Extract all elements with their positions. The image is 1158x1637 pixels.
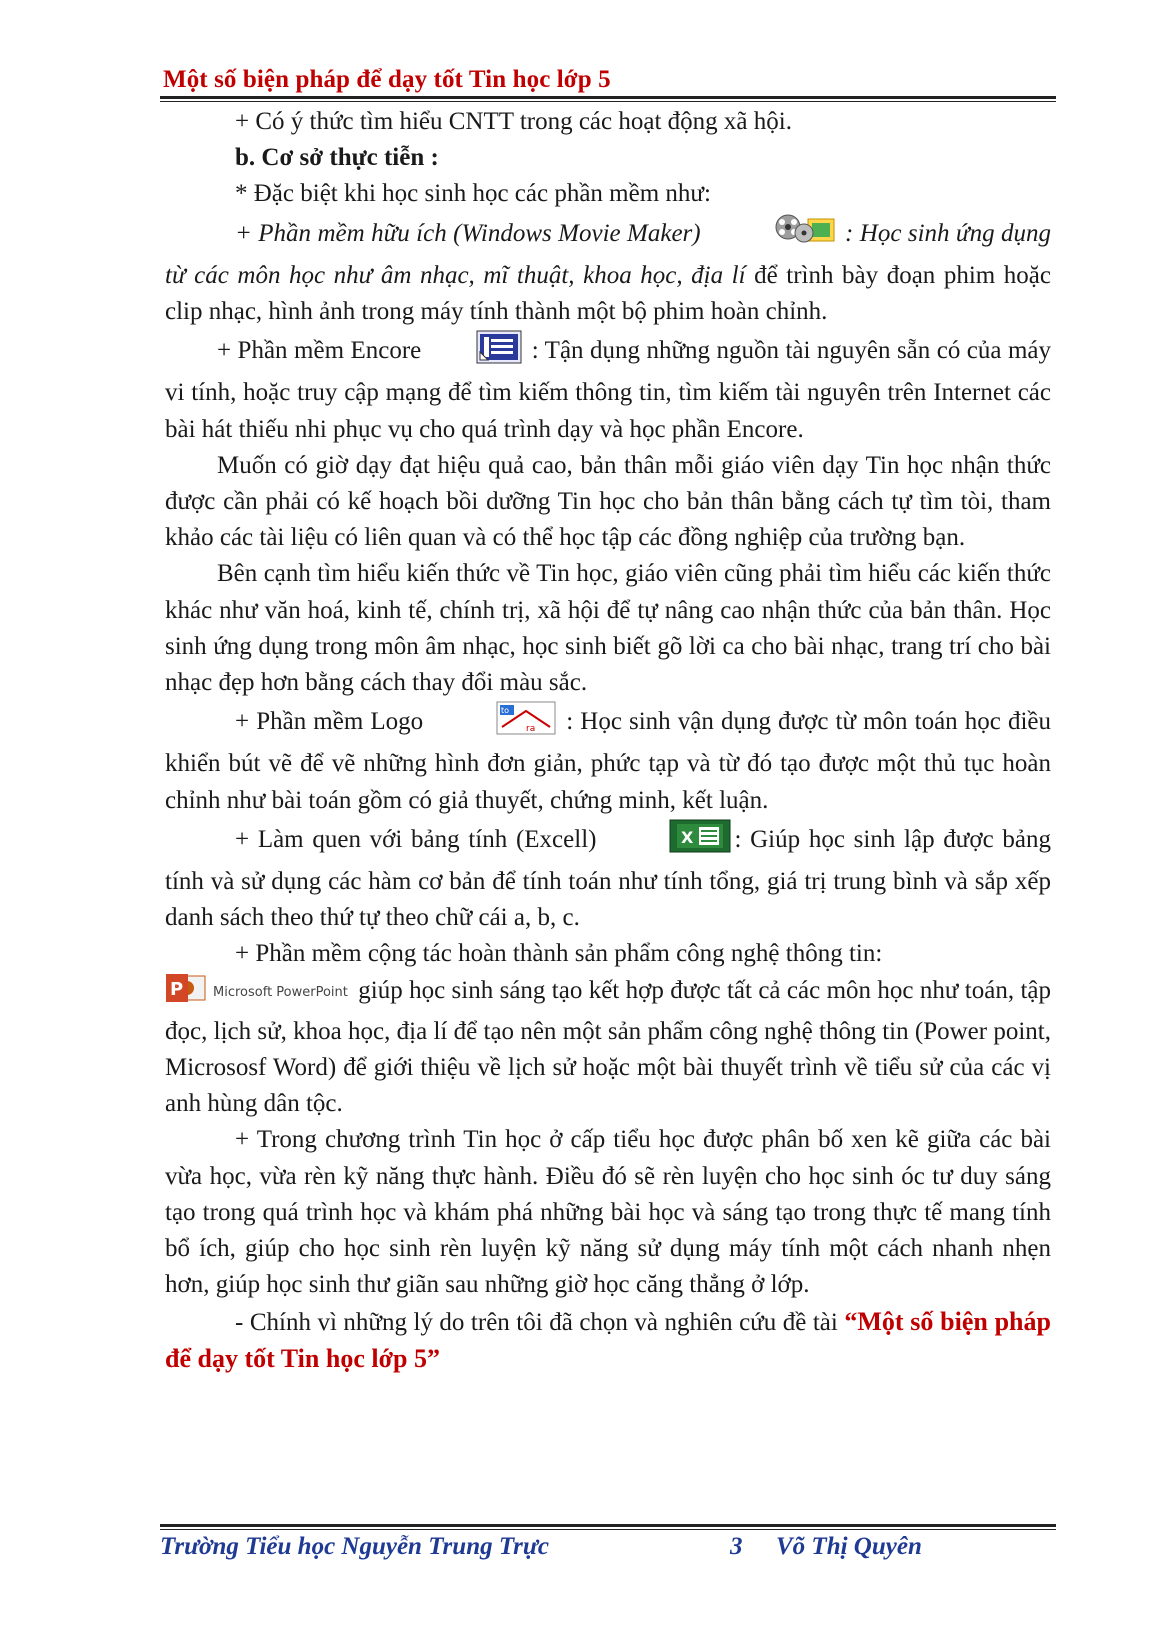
powerpoint-icon xyxy=(165,973,207,1014)
powerpoint-desc: giúp học sinh sáng tạo kết hợp được tất cả các môn học như toán, tập đọc, lịch sử, khoa học, địa lí để tạo nên một sản phẩm công nghệ thông tin (Power point, Micrososf Word) để giới thiệu về lịch sử hoặc một bài thuyết trình về tiểu sử của các vị anh hùng dân tộc. xyxy=(165,976,1051,1118)
paragraph-text: * Đặc biệt khi học sinh học các phần mềm như: xyxy=(235,180,711,208)
svg-text:ra: ra xyxy=(526,724,536,735)
encore-label: + Phần mềm Encore xyxy=(217,337,422,365)
section-heading: b. Cơ sở thực tiễn : xyxy=(235,144,439,172)
paragraph: + Phần mềm cộng tác hoàn thành sản phẩm công nghệ thông tin: xyxy=(235,940,883,968)
svg-text:X: X xyxy=(681,827,694,847)
excel-label: + Làm quen với bảng tính (Excell) xyxy=(235,825,597,853)
powerpoint-badge xyxy=(165,973,348,1014)
footer-author: Võ Thị Quyên xyxy=(776,1533,922,1560)
encore-desc: : Tận dụng những nguồn tài nguyên sẵn có của máy vi tính, hoặc truy cập mạng để tìm kiếm thông tin, tìm kiếm tài nguyên trên Internet các bài hát thiếu nhi phục vụ cho quá trình dạy và học phần Encore. xyxy=(165,337,1051,443)
paragraph: + Có ý thức tìm hiểu CNTT trong các hoạt động xã hội. xyxy=(235,108,792,135)
svg-text:to: to xyxy=(501,706,510,716)
page-header-title: Một số biện pháp để dạy tốt Tin học lớp 5 xyxy=(163,66,611,93)
movie-maker-rest: để trình bày đoạn phim hoặc clip nhạc, hình ảnh trong máy tính thành một bộ phim hoàn chỉnh. xyxy=(165,261,1051,326)
excel-desc: : Giúp học sinh lập được bảng tính và sử dụng các hàm cơ bản để tính toán như tính tổng, giá trị trung bình và sắp xếp danh sách theo thứ tự theo chữ cái a, b, c. xyxy=(165,825,1051,932)
header-rule-thin xyxy=(160,101,1056,102)
paragraph-conclusion xyxy=(165,1304,1051,1378)
logo-label: + Phần mềm Logo xyxy=(235,708,424,736)
document-body xyxy=(165,104,1051,1378)
footer-rule-thick xyxy=(160,1524,1056,1527)
paragraph-encore xyxy=(165,330,1051,448)
paragraph: Muốn có giờ dạy đạt hiệu quả cao, bản thân mỗi giáo viên dạy Tin học nhận thức được cần phải có kế hoạch bồi dưỡng Tin học cho bản thân bằng cách tự tìm tòi, tham khảo các tài liệu có liên quan và có thể học tập các đồng nghiệp của trường bạn. xyxy=(165,451,1051,552)
movie-maker-desc: : Học sinh ứng dụng từ các môn học như âm nhạc, mĩ thuật, khoa học, địa lí xyxy=(165,219,1051,289)
svg-text:P: P xyxy=(170,978,184,1000)
header-rule-thick xyxy=(160,96,1056,99)
paragraph-excel xyxy=(165,819,1051,937)
paragraph xyxy=(165,176,1051,212)
conclusion-text: - Chính vì những lý do trên tôi đã chọn và nghiên cứu đề tài xyxy=(235,1308,845,1336)
footer-school: Trường Tiểu học Nguyễn Trung Trực xyxy=(160,1533,549,1560)
paragraph-powerpoint xyxy=(165,973,1051,1123)
movie-maker-text: + Phần mềm hữu ích (Windows Movie Maker) xyxy=(235,219,701,247)
encore-icon xyxy=(424,330,522,375)
paragraph-logo xyxy=(165,701,1051,819)
topic-title: “Một số biện pháp để dạy tốt Tin học lớp 5” xyxy=(165,1306,1051,1373)
logo-software-icon xyxy=(426,701,556,746)
paragraph: Bên cạnh tìm hiểu kiến thức về Tin học, giáo viên cũng phải tìm hiểu các kiến thức khác như văn hoá, kinh tế, chính trị, xã hội để tự nâng cao nhận thức của bản thân. Học sinh ứng dụng trong môn âm nhạc, học sinh biết gõ lời ca cho bài nhạc, trang trí cho bài nhạc đẹp hơn bằng cách thay đổi màu sắc. xyxy=(165,560,1051,697)
footer-rule-thin xyxy=(160,1529,1056,1530)
footer-page-number: 3 xyxy=(730,1533,743,1560)
paragraph-movie-maker xyxy=(165,213,1051,331)
powerpoint-label: Microsoft PowerPoint xyxy=(213,985,348,1001)
movie-maker-icon xyxy=(704,213,836,258)
excel-icon xyxy=(599,819,731,864)
paragraph: + Trong chương trình Tin học ở cấp tiểu học được phân bố xen kẽ giữa các bài vừa học, vừa rèn kỹ năng thực hành. Điều đó sẽ rèn luyện cho học sinh óc tư duy sáng tạo trong quá trình học và khám phá những bài học và sáng tạo trong thực tế mang tính bổ ích, giúp cho học sinh rèn luyện kỹ năng sử dụng máy tính một cách nhanh nhẹn hơn, giúp học sinh thư giãn sau những giờ học căng thẳng ở lớp. xyxy=(165,1126,1051,1299)
logo-desc: : Học sinh vận dụng được từ môn toán học điều khiển bút vẽ để vẽ những hình đơn giản, phức tạp và từ đó tạo được một thủ tục hoàn chỉnh như bài toán gồm có giả thuyết, chứng minh, kết luận. xyxy=(165,708,1052,814)
